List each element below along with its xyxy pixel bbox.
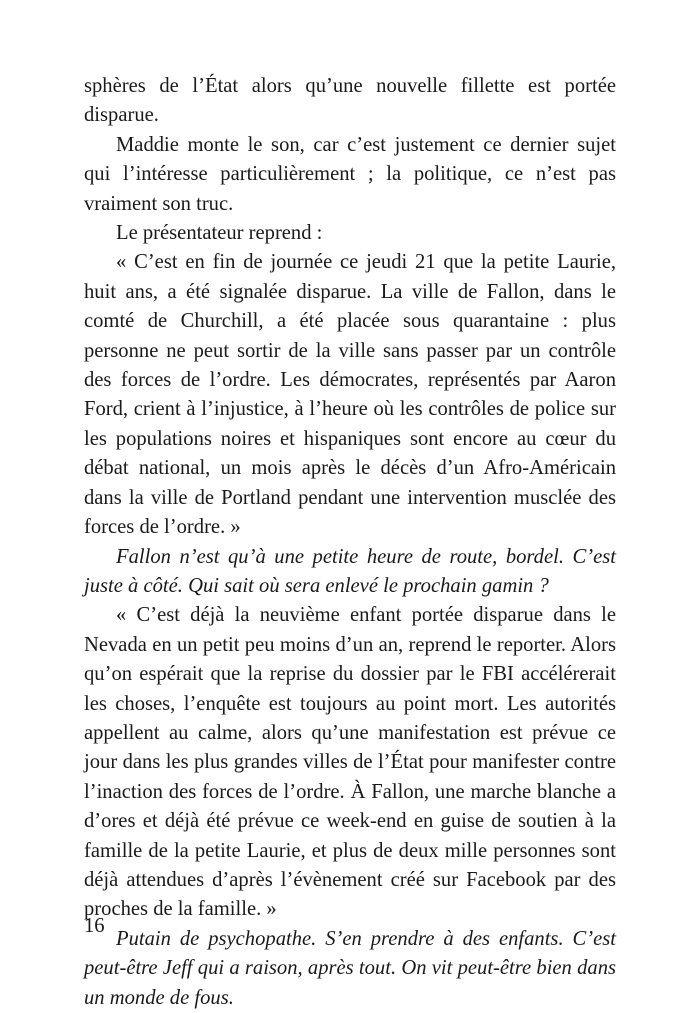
body-text: [84, 72, 616, 1013]
paragraph-6-news-quote: « C’est déjà la neuvième enfant portée disparue dans le Nevada en un petit peu moins d’un an, reprend le reporter. Alors qu’on espérait que la reprise du dossier par le FBI accélérerait les choses, l’enquête est toujours au point mort. Les autorités appellent au calme, alors qu’une manifestation est prévue ce jour dans les plus grandes villes de l’État pour manifester contre l’inaction des forces de l’ordre. À Fallon, une marche blanche a d’ores et déjà été prévue ce week-end en guise de soutien à la famille de la petite Laurie, et plus de deux mille personnes sont déjà attendues d’après l’évènement créé sur Facebook par des proches de la famille. »: [84, 604, 616, 921]
paragraph-1: sphères de l’État alors qu’une nouvelle fillette est portée disparue.: [84, 75, 616, 127]
paragraph-4-news-quote: « C’est en fin de journée ce jeudi 21 que la petite Laurie, huit ans, a été signalée disparue. La ville de Fallon, dans le comté de Churchill, a été placée sous quarantaine : plus personne ne peut sortir de la ville sans passer par un contrôle des forces de l’ordre. Les démocrates, représentés par Aaron Ford, crient à l’injustice, à l’heure où les contrôles de police sur les populations noires et hispaniques sont encore au cœur du débat national, un mois après le décès d’un Afro-Américain dans la ville de Portland pendant une intervention musclée des forces de l’ordre. »: [84, 251, 616, 539]
paragraph-2: Maddie monte le son, car c’est justement ce dernier sujet qui l’intéresse particulièrement ; la politique, ce n’est pas vraiment son truc.: [84, 133, 616, 215]
page-number: 16: [84, 915, 105, 937]
paragraph-7-inner-thought: Putain de psychopathe. S’en prendre à des enfants. C’est peut-être Jeff qui a raison, après tout. On vit peut-être bien dans un monde de fous.: [84, 927, 616, 1009]
paragraph-5-inner-thought: Fallon n’est qu’à une petite heure de route, bordel. C’est juste à côté. Qui sait où sera enlevé le prochain gamin ?: [84, 545, 616, 597]
paragraph-3: Le présentateur reprend :: [116, 222, 323, 245]
